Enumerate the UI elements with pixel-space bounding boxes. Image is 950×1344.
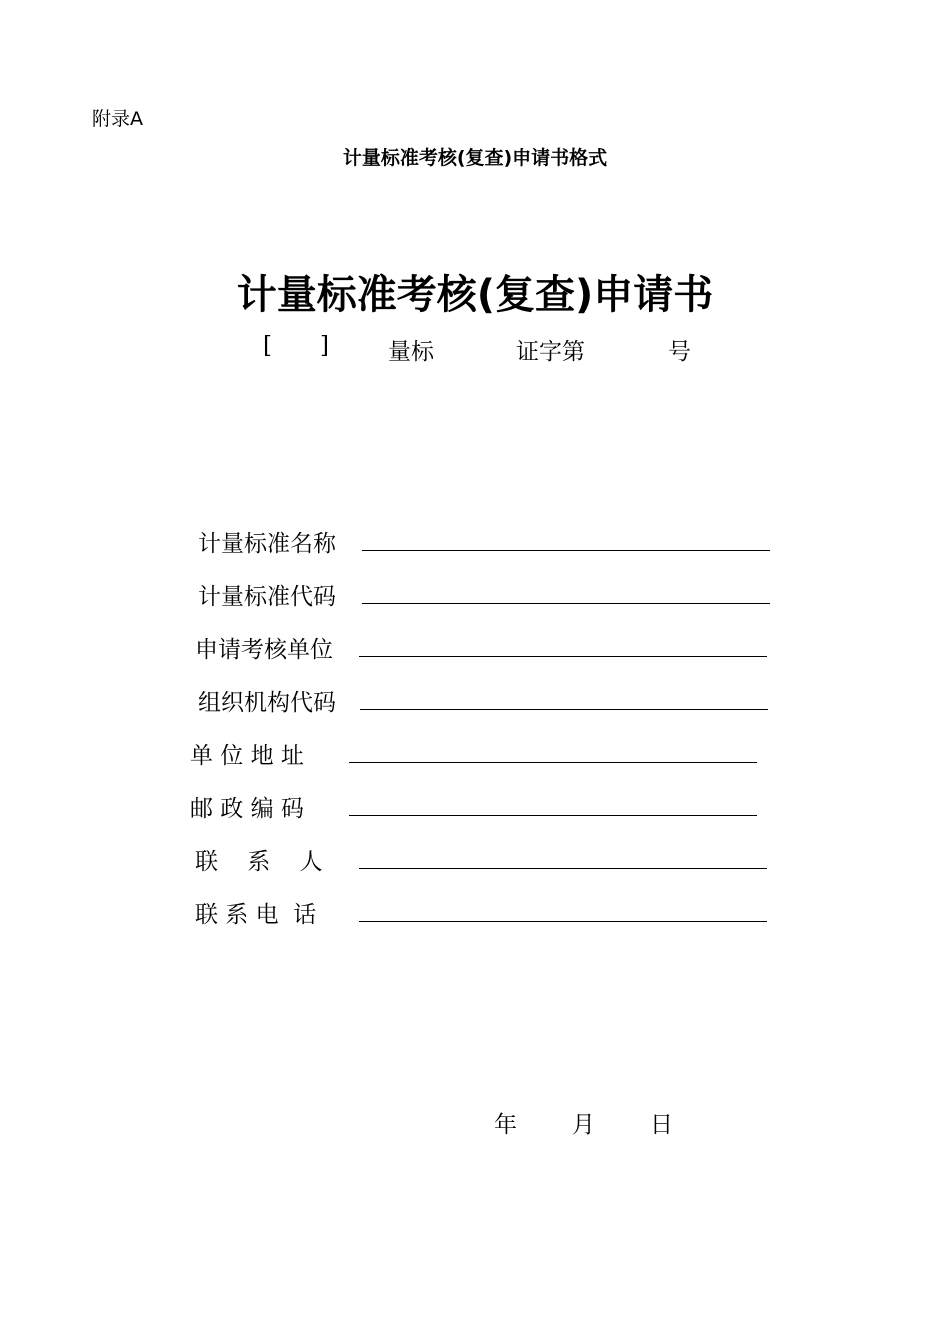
field-label: 计量标准代码	[198, 584, 336, 610]
document-subtitle: 计量标准考核(复查)申请书格式	[342, 147, 608, 169]
date-month: 月	[572, 1112, 595, 1138]
document-title: 计量标准考核(复查)申请书	[236, 272, 714, 318]
field-row-applicant-unit	[0, 631, 950, 663]
date-day: 日	[650, 1112, 673, 1138]
field-row-address	[0, 737, 950, 769]
contact-phone-field[interactable]	[359, 921, 767, 922]
field-label: 计量标准名称	[198, 531, 336, 557]
field-label: 联 系 人	[195, 849, 323, 875]
cert-suffix: 号	[668, 339, 691, 365]
field-row-standard-code	[0, 578, 950, 610]
date-year: 年	[494, 1112, 517, 1138]
standard-code-field[interactable]	[362, 603, 770, 604]
field-label: 申请考核单位	[195, 637, 333, 663]
address-field[interactable]	[349, 762, 757, 763]
cert-bracket-open: [	[263, 333, 272, 359]
field-row-postal-code	[0, 790, 950, 822]
applicant-unit-field[interactable]	[359, 656, 767, 657]
postal-code-field[interactable]	[349, 815, 757, 816]
field-label: 邮 政 编 码	[190, 796, 304, 822]
field-label: 组织机构代码	[198, 690, 336, 716]
field-row-contact-person	[0, 843, 950, 875]
field-row-org-code	[0, 684, 950, 716]
org-code-field[interactable]	[360, 709, 768, 710]
field-row-contact-phone	[0, 896, 950, 928]
cert-prefix: 量标	[388, 339, 434, 365]
cert-middle: 证字第	[516, 339, 585, 365]
standard-name-field[interactable]	[362, 550, 770, 551]
field-label: 单 位 地 址	[190, 743, 304, 769]
field-label: 联 系 电 话	[195, 902, 317, 928]
contact-person-field[interactable]	[359, 868, 767, 869]
appendix-label: 附录A	[92, 108, 143, 130]
cert-bracket-close: ]	[320, 333, 329, 359]
field-row-standard-name	[0, 525, 950, 557]
